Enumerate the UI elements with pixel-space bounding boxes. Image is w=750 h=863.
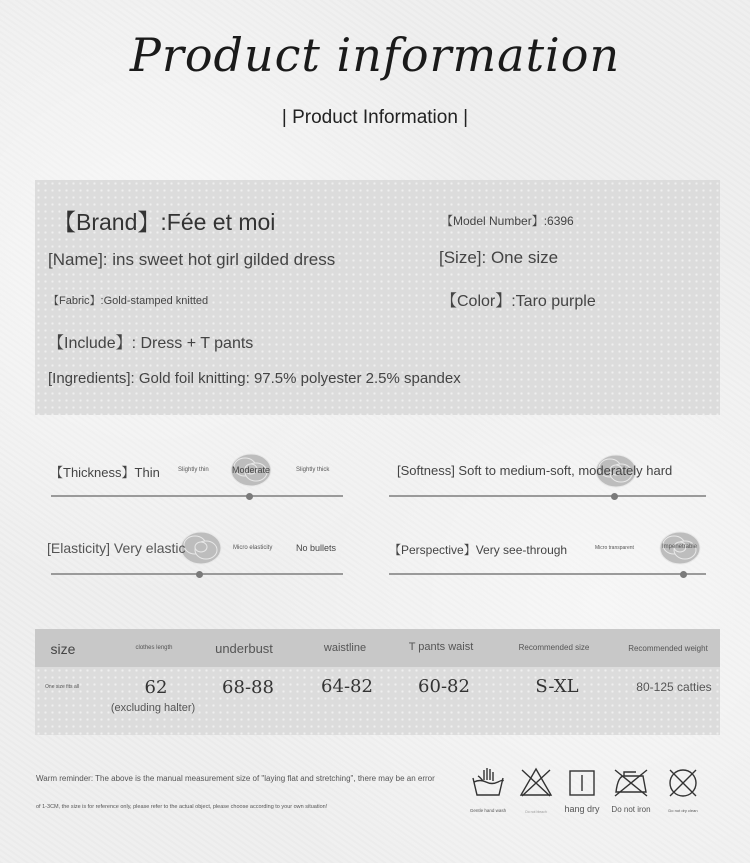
softness-marker — [611, 493, 618, 500]
elasticity-tick-micro: Micro elasticity — [233, 545, 273, 551]
name-text: [Name]: ins sweet hot girl gilded dress — [48, 250, 336, 269]
cell-recommended-weight: 80-125 catties — [636, 680, 712, 694]
care-item-hang-dry — [562, 768, 602, 814]
thickness-marker — [246, 493, 253, 500]
perspective-tick-micro: Micro transparent — [595, 545, 634, 551]
do-not-iron-icon — [612, 766, 650, 798]
care-label-no-dry-clean: Do not dry clean — [668, 808, 698, 813]
size-table-row — [35, 667, 720, 735]
perspective-track — [389, 573, 706, 575]
header-size: size — [50, 641, 76, 657]
reminder-line-1: Warm reminder: The above is the manual measurement size of "laying flat and stretching", there may be an error — [36, 774, 435, 783]
perspective-marker — [680, 571, 687, 578]
header-clothes-length: clothes length — [135, 645, 173, 651]
care-label-hang-dry: hang dry — [564, 804, 600, 814]
elasticity-label: [Elasticity] Very elastic — [47, 540, 186, 556]
thickness-track — [51, 495, 343, 497]
header-recommended-weight: Recommended weight — [628, 644, 708, 653]
model-number-text: 【Model Number】:6396 — [441, 214, 574, 228]
care-label-no-iron: Do not iron — [611, 805, 651, 814]
care-item-no-bleach — [517, 766, 555, 814]
thickness-tick-moderate: Moderate — [232, 465, 271, 475]
cell-t-pants-waist: 60-82 — [418, 676, 470, 697]
care-label-hand-wash: Gentle hand wash — [469, 808, 507, 813]
hand-wash-icon — [470, 766, 506, 798]
care-item-no-iron — [610, 766, 652, 814]
brand-text: 【Brand】:Fée et moi — [53, 209, 276, 235]
color-text: 【Color】:Taro purple — [441, 293, 596, 310]
header-recommended-size: Recommended size — [518, 643, 590, 652]
elasticity-tick-no-bullets: No bullets — [296, 543, 337, 553]
care-item-no-dry-clean — [663, 766, 703, 813]
do-not-dry-clean-icon — [666, 766, 700, 800]
fabric-text: 【Fabric】:Gold-stamped knitted — [48, 295, 209, 307]
header-underbust: underbust — [215, 641, 273, 656]
do-not-bleach-icon — [518, 766, 554, 798]
product-info-panel — [35, 180, 720, 415]
header-waistline: waistline — [323, 642, 367, 654]
elasticity-marker — [196, 571, 203, 578]
ingredients-text: [Ingredients]: Gold foil knitting: 97.5% polyester 2.5% spandex — [48, 370, 461, 387]
perspective-label: 【Perspective】Very see-through — [389, 543, 568, 557]
cell-clothes-length-note: (excluding halter) — [110, 702, 196, 714]
script-title: Product information — [129, 28, 621, 82]
softness-track — [389, 495, 706, 497]
thickness-tick-slightly-thick: Slightly thick — [296, 467, 330, 473]
cell-underbust: 68-88 — [222, 677, 274, 698]
hang-dry-icon — [567, 768, 597, 798]
cell-size: One size fits all — [45, 684, 79, 690]
cell-recommended-size: S-XL — [535, 676, 579, 697]
perspective-tick-impenetrable: Impenetrable — [662, 544, 698, 550]
care-label-no-bleach: Do not bleach — [525, 810, 547, 814]
cell-waistline: 64-82 — [321, 676, 373, 697]
softness-label: [Softness] Soft to medium-soft, moderately hard — [397, 463, 673, 478]
thickness-label: 【Thickness】Thin — [50, 465, 160, 480]
page-subtitle: | Product Information | — [281, 107, 469, 128]
header-t-pants-waist: T pants waist — [408, 641, 474, 653]
include-text: 【Include】: Dress + T pants — [48, 335, 254, 352]
cell-clothes-length: 62 — [144, 677, 168, 698]
size-text: [Size]: One size — [439, 248, 559, 267]
care-item-hand-wash — [469, 766, 507, 813]
reminder-line-2: of 1-3CM, the size is for reference only, please refer to the actual object, please choose according to your own situation! — [36, 804, 328, 810]
size-table-header — [35, 629, 720, 667]
size-table — [35, 629, 720, 735]
thickness-tick-slightly-thin: Slightly thin — [178, 467, 209, 473]
